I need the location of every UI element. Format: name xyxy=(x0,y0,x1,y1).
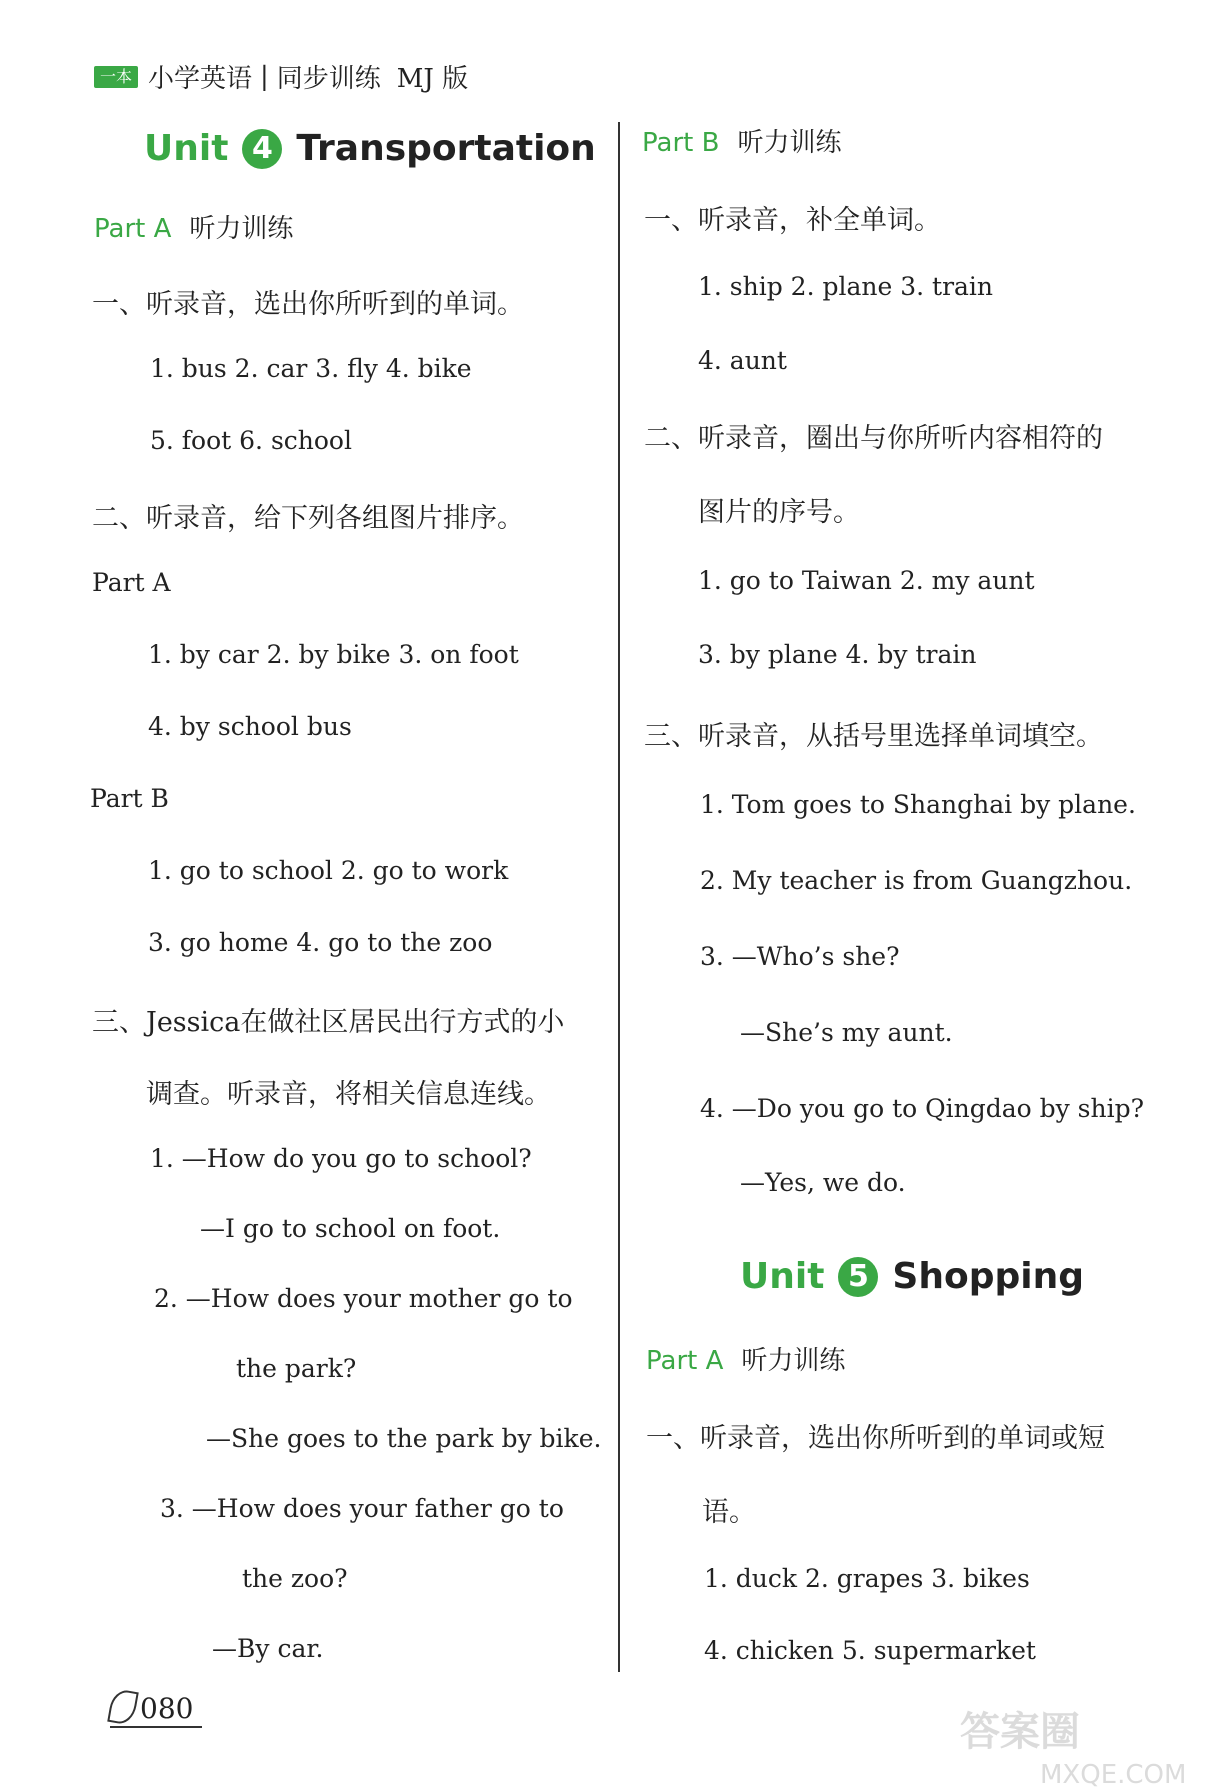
unit5-title xyxy=(740,1256,1084,1297)
fill-line: 4. —Do you go to Qingdao by ship? xyxy=(700,1094,1145,1123)
unit4-partB-heading xyxy=(642,122,841,159)
dialogue-line: —I go to school on foot. xyxy=(200,1214,501,1243)
answer-line: 3. go home 4. go to the zoo xyxy=(148,928,493,957)
header-title: 同步训练 xyxy=(276,64,381,94)
fill-line: 1. Tom goes to Shanghai by plane. xyxy=(700,790,1136,819)
unit5-word: Unit xyxy=(740,1256,825,1297)
page-header xyxy=(94,58,468,95)
header-subject: 小学英语 xyxy=(148,64,253,94)
part-heading: 听力训练 xyxy=(741,1346,846,1376)
answer-line: 3. by plane 4. by train xyxy=(698,640,977,669)
section-2-title: 二、听录音，给下列各组图片排序。 xyxy=(92,503,524,534)
answer-line: 1. go to Taiwan 2. my aunt xyxy=(698,566,1035,595)
brand-logo: 一本 xyxy=(94,66,138,88)
fill-line: 2. My teacher is from Guangzhou. xyxy=(700,866,1133,895)
answer-line: 4. chicken 5. supermarket xyxy=(704,1636,1036,1665)
unit5-name: Shopping xyxy=(892,1256,1084,1297)
section-1-title: 一、听录音，选出你所听到的单词或短 xyxy=(646,1423,1105,1454)
fill-line: —Yes, we do. xyxy=(740,1168,906,1197)
section-3-title-cont: 调查。听录音，将相关信息连线。 xyxy=(146,1079,551,1110)
dialogue-line: —She goes to the park by bike. xyxy=(206,1424,602,1453)
sub-part-label: Part A xyxy=(92,568,171,597)
footer-underline xyxy=(110,1726,202,1728)
page-number: 080 xyxy=(140,1692,194,1725)
header-edition: MJ 版 xyxy=(396,64,469,94)
unit4-name: Transportation xyxy=(296,128,596,169)
answer-line: 1. ship 2. plane 3. train xyxy=(698,272,994,301)
column-divider xyxy=(618,122,620,1672)
answer-line: 1. bus 2. car 3. fly 4. bike xyxy=(150,354,472,383)
watermark-logo: 答案圈 xyxy=(960,1709,1080,1755)
fill-line: —She’s my aunt. xyxy=(740,1018,953,1047)
dialogue-line: 2. —How does your mother go to xyxy=(154,1284,573,1313)
unit4-word: Unit xyxy=(144,128,229,169)
section-1-title: 一、听录音，补全单词。 xyxy=(644,205,941,236)
part-label: Part A xyxy=(94,214,172,244)
fill-line: 3. —Who’s she? xyxy=(700,942,900,971)
answer-line: 1. by car 2. by bike 3. on foot xyxy=(148,640,519,669)
sub-part-label: Part B xyxy=(90,784,169,813)
dialogue-line: —By car. xyxy=(212,1634,324,1663)
answer-line: 1. duck 2. grapes 3. bikes xyxy=(704,1564,1030,1593)
answer-line: 1. go to school 2. go to work xyxy=(148,856,509,885)
section-1-title-cont: 语。 xyxy=(702,1497,756,1528)
part-label: Part A xyxy=(646,1346,724,1376)
part-label: Part B xyxy=(642,128,720,158)
section-1-title: 一、听录音，选出你所听到的单词。 xyxy=(92,289,524,320)
section-3-title: 三、听录音，从括号里选择单词填空。 xyxy=(644,721,1103,752)
section-3-title: 三、Jessica在做社区居民出行方式的小 xyxy=(92,1007,565,1038)
part-heading: 听力训练 xyxy=(737,128,842,158)
watermark-url: MXQE.COM xyxy=(1040,1760,1187,1790)
unit4-partA-heading xyxy=(94,208,293,245)
section-2-title: 二、听录音，圈出与你所听内容相符的 xyxy=(644,423,1103,454)
unit5-number-badge: 5 xyxy=(838,1257,878,1297)
part-heading: 听力训练 xyxy=(189,214,294,244)
dialogue-line: 3. —How does your father go to xyxy=(160,1494,564,1523)
header-separator: | xyxy=(260,61,269,92)
section-2-title-cont: 图片的序号。 xyxy=(698,497,860,528)
answer-line: 5. foot 6. school xyxy=(150,426,352,455)
unit5-partA-heading xyxy=(646,1340,845,1377)
answer-line: 4. by school bus xyxy=(148,712,352,741)
dialogue-line: the park? xyxy=(236,1354,357,1383)
unit4-number-badge: 4 xyxy=(242,129,282,169)
leaf-icon xyxy=(107,1688,139,1726)
answer-line: 4. aunt xyxy=(698,346,787,375)
unit4-title xyxy=(144,128,596,169)
dialogue-line: 1. —How do you go to school? xyxy=(150,1144,532,1173)
dialogue-line: the zoo? xyxy=(242,1564,348,1593)
